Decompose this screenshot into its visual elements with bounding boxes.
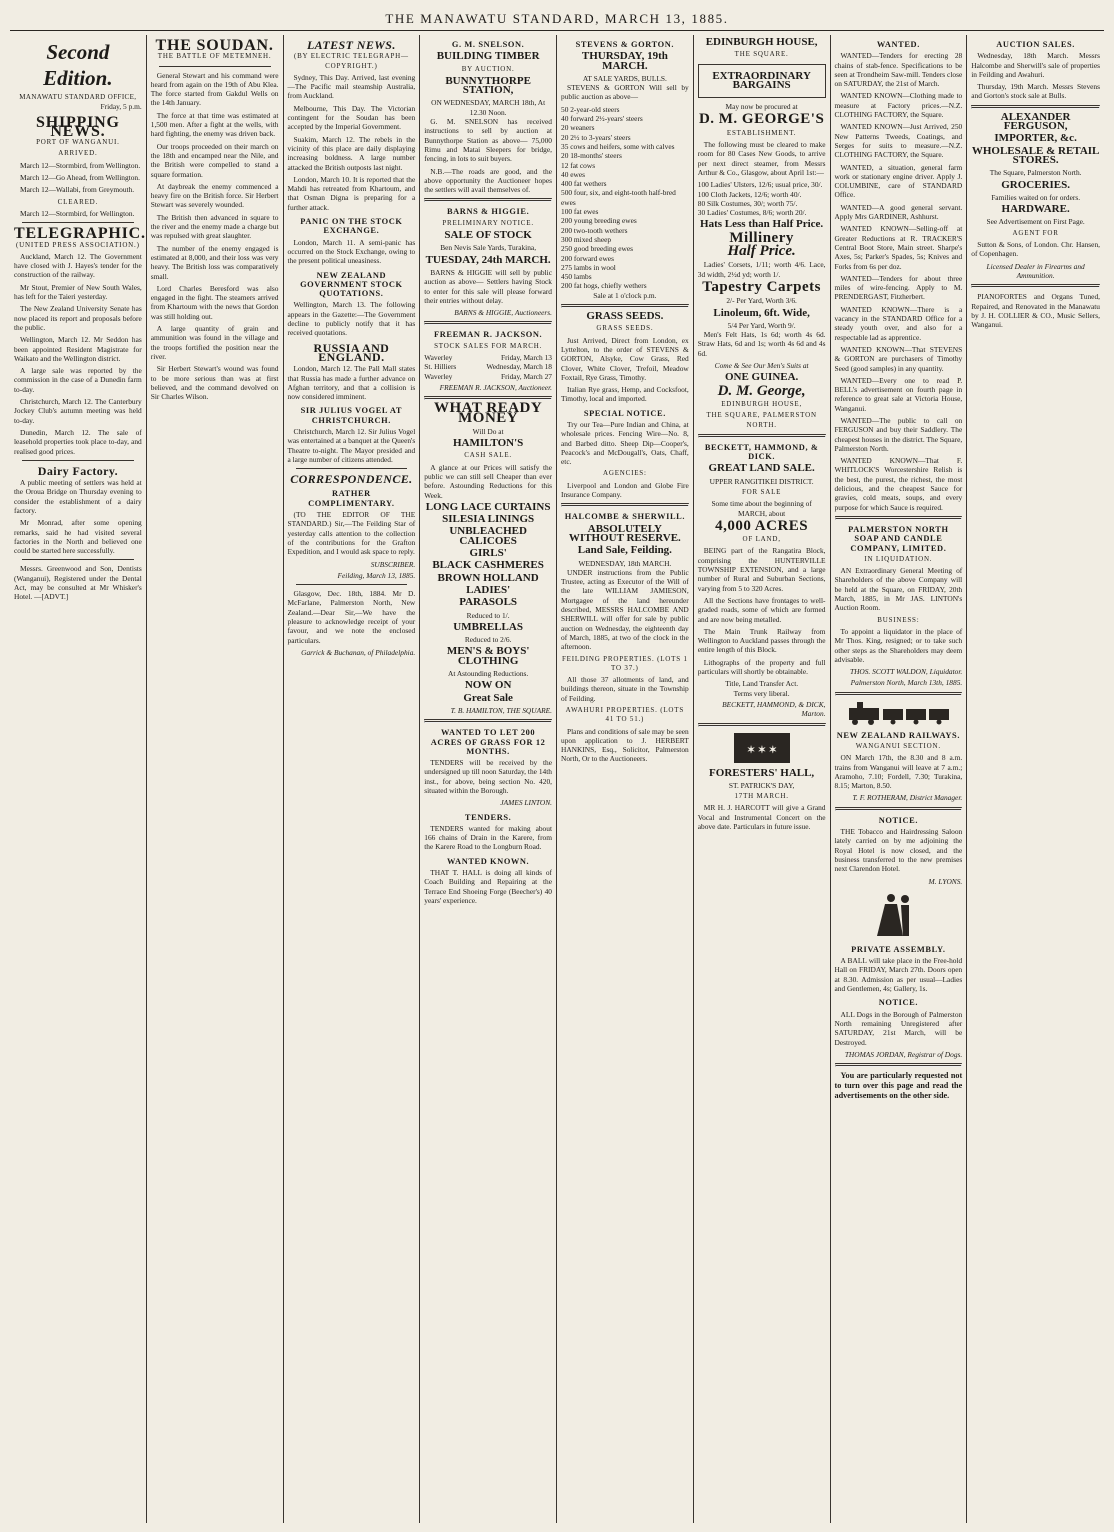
- telegraphic-paragraph: A large sale was reported by the commission in the case of a Dunedin farm to-day.: [14, 366, 142, 394]
- astounding-reductions: At Astounding Reductions.: [447, 669, 529, 679]
- now-on: NOW ON: [464, 679, 512, 692]
- panic-paragraph: London, March 11. A semi-panic has occurred on the Stock Exchange, owing to the present political uneasiness.: [287, 237, 416, 266]
- brown-holland: BROWN HOLLAND: [437, 571, 539, 584]
- sale-of-stock: SALE OF STOCK: [444, 229, 532, 242]
- stock-item: 20 weaners: [561, 123, 595, 133]
- dairy-paragraph: A public meeting of settlers was held at the Oroua Bridge on Thursday evening to consider the establishment of a dairy factory.: [14, 478, 142, 515]
- beckett-title: BECKETT, HAMMOND, & DICK.: [704, 442, 819, 462]
- freeman-sign: FREEMAN R. JACKSON, Auctioneer.: [439, 382, 552, 392]
- notice-heading: NOTICE.: [878, 815, 919, 825]
- column-5: [557, 35, 694, 1523]
- cleared-item: March 12—Stormbird, for Wellington.: [20, 208, 135, 218]
- of-land: OF LAND,: [742, 535, 781, 544]
- george-list-item: 80 Silk Costumes, 30/; worth 75/.: [697, 198, 798, 208]
- business-label: BUSINESS:: [877, 615, 920, 624]
- plans-body: Plans and conditions of sale may be seen upon application to J. HERBERT HANKINS, Esq., Solicitor, Palmerston North, Or to the Auctioneers.: [561, 726, 689, 764]
- correspondence-paragraph: (TO THE EDITOR OF THE STANDARD.) Sir,—The Feilding Star of yesterday calls attention to the collection of the contributions for the Grafton Expedition, and I would ask space to reply.: [287, 510, 416, 557]
- extraordinary-bargains: EXTRAORDINARY BARGAINS: [712, 69, 811, 91]
- licensed-dealer: Licensed Dealer in Firearms and Ammunition.: [986, 261, 1085, 280]
- stock-item: 400 fat wethers: [561, 179, 607, 189]
- column-3: [284, 35, 421, 1523]
- feilding-properties: FEILDING PROPERTIES. (LOTS 1 TO 37.): [561, 654, 688, 672]
- dancers-icon: [835, 890, 963, 940]
- grass-seeds-sub: GRASS SEEDS.: [596, 324, 654, 333]
- correspondence-title: CORRESPONDENCE.: [290, 472, 413, 487]
- establishment: ESTABLISHMENT.: [726, 128, 797, 137]
- mens-boys-clothing: MEN'S & BOYS' CLOTHING: [446, 645, 530, 667]
- soudan-paragraph: The number of the enemy engaged is estimated at 8,000, and their loss was very heavy. The British loss was comparatively small.: [150, 243, 279, 281]
- see-advertisement: See Advertisement on First Page.: [986, 217, 1085, 227]
- in-liquidation: IN LIQUIDATION.: [864, 554, 933, 563]
- lithographs: Lithographs of the property and full particulars will shortly be obtainable.: [697, 657, 826, 677]
- stock-item: 20 18-months' steers: [561, 151, 622, 161]
- column-8: [967, 35, 1104, 1523]
- stevens-body: STEVENS & GORTON Will sell by public auction as above—: [561, 83, 689, 102]
- george-list-item: 100 Ladies' Ulsters, 12/6; usual price, 30/.: [697, 180, 823, 190]
- wanted-ad: WANTED—A good general servant. Apply Mrs GARDINER, Ashhurst.: [834, 202, 963, 222]
- stock-item: 200 fat hogs, chiefly wethers: [561, 281, 647, 291]
- title-land: Title, Land Transfer Act.: [725, 679, 799, 689]
- wanted-known-body: THAT T. HALL is doing all kinds of Coach Building and Repairing at the Terrace End Shoeing Forge (Beecher's) 40 years' experience.: [424, 868, 552, 905]
- families: Families waited on for orders.: [991, 192, 1081, 202]
- notice2-heading: NOTICE.: [878, 998, 919, 1008]
- soudan-paragraph: A large quantity of grain and ammunition was found in the village and the troops fortified the position near the river.: [150, 324, 279, 361]
- agencies-body: Liverpool and London and Globe Fire Insurance Company.: [561, 480, 689, 500]
- corsets: Ladies' Corsets, 1/11; worth 4/6. Lace, 3d width, 2½d yd; worth 1/.: [697, 260, 826, 279]
- wanted-ad: WANTED KNOWN—That STEVENS & GORTON are purchasers of Timothy Seed (good samples) in any quantity.: [834, 344, 963, 373]
- cleared-label: CLEARED.: [57, 197, 99, 206]
- extraordinary-box: [698, 64, 826, 99]
- dogs-body: ALL Dogs in the Borough of Palmerston North remaining Unregistered after SATURDAY, 21st March, will be Destroyed.: [834, 1009, 963, 1047]
- hardware: HARDWARE.: [1001, 203, 1070, 216]
- liquidation-date: Palmerston North, March 13th, 1885.: [850, 678, 963, 688]
- halcombe-title: HALCOMBE & SHERWILL.: [564, 512, 686, 522]
- private-assembly: PRIVATE ASSEMBLY.: [851, 944, 946, 954]
- soudan-paragraph: Lord Charles Beresford was also engaged in the fight. The steamers arrived from Khartoum with the news that Gordon was still holding out.: [150, 283, 279, 321]
- special-notice: SPECIAL NOTICE.: [583, 408, 666, 418]
- terms: Terms very liberal.: [733, 688, 790, 698]
- dm-george-sign: D. M. George,: [717, 382, 806, 399]
- wanted-heading: WANTED.: [876, 40, 920, 49]
- come-see: Come & See Our Men's Suits at: [714, 361, 809, 371]
- by-auction: BY AUCTION.: [461, 64, 515, 73]
- parasols: PARASOLS: [459, 596, 518, 609]
- land-sale-body: UNDER instructions from the Public Trustee, acting as Executor of the Will of the late WILLIAM JAMIESON, Mortgagee of the land hereunder described, MESSRS HALCOMBE AND SHERWILL will offer for sale by public auction on Wednesday, the eighteenth day of March, 1885, at two of the clock in the afternoon.: [561, 567, 689, 652]
- russia-england-title: RUSSIA AND ENGLAND.: [313, 340, 390, 364]
- grass-body: Just Arrived, Direct from London, ex Lyttelton, to the order of STEVENS & GORTON, Alsyke, Cow Grass, Red Clover, White Clover, Trefoil, Meadow Foxtail, Rye Grass, Timothy.: [561, 335, 689, 382]
- edinburgh-house: EDINBURGH HOUSE,: [705, 36, 818, 48]
- stevens-sale-time: Sale at 1 o'clock p.m.: [593, 290, 657, 300]
- unbleached-calicoes: UNBLEACHED CALICOES: [449, 525, 527, 547]
- hats-half-price: Hats Less than Half Price.: [700, 218, 824, 231]
- vogel-title: SIR JULIUS VOGEL AT CHRISTCHURCH.: [300, 406, 403, 425]
- ben-nevis: Ben Nevis Sale Yards, Turakina,: [440, 243, 537, 253]
- silesia-linings: SILESIA LININGS: [442, 513, 535, 526]
- absolutely-without-reserve: ABSOLUTELY WITHOUT RESERVE.: [568, 522, 681, 544]
- soudan-subtitle: THE BATTLE OF METEMNEH.: [157, 52, 272, 61]
- bunnythorpe-station: BUNNYTHORPE STATION,: [445, 74, 531, 97]
- arrived-label: ARRIVED.: [58, 149, 98, 158]
- freeman-jackson-title: FREEMAN R. JACKSON.: [434, 330, 543, 340]
- stevens-gorton-title: STEVENS & GORTON.: [575, 40, 675, 49]
- telegraphic-paragraph: Mr Stout, Premier of New South Wales, has left for the Taieri yesterday.: [14, 282, 142, 302]
- dairy-factory-title: Dairy Factory.: [37, 463, 118, 478]
- wholesale-retail: WHOLESALE & RETAIL STORES.: [971, 144, 1100, 166]
- awahuri-properties: AWAHURI PROPERTIES. (LOTS 41 TO 51.): [565, 706, 685, 724]
- notice-sign: M. LYONS.: [928, 876, 963, 886]
- tapestry-price: 2/- Per Yard, Worth 3/6.: [726, 296, 797, 306]
- wanted-ad: WANTED—Every one to read P. BELL's advertisement on fourth page in reference to great sale at Victoria House, Wanganui.: [834, 375, 963, 413]
- private-body: A BALL will take place in the Free-hold Hall on FRIDAY, March 27th. Doors open at 8.30. Admission as per usual—Ladies and Gentlemen, 4s; Gallery, 1s.: [834, 956, 963, 994]
- half-price: Half Price.: [727, 243, 796, 260]
- cash-sale: CASH SALE.: [464, 451, 512, 460]
- notice-body: THE Tobacco and Hairdressing Saloon lately carried on by me adjoining the Royal Hotel is now closed, and the business transferred to the new premises next Clarendon Hotel.: [834, 827, 963, 874]
- stock-sales-march: STOCK SALES FOR MARCH.: [434, 341, 543, 350]
- square-palmerston: THE SQUARE, PALMERSTON NORTH.: [706, 411, 817, 429]
- agent-body: Sutton & Sons, of London. Chr. Hansen, of Copenhagen.: [971, 240, 1100, 259]
- latest-news-title: LATEST NEWS.: [306, 38, 396, 52]
- column-6: [694, 35, 831, 1523]
- auction-thursday: Thursday, 19th March. Messrs Stevens and Gorton's stock sale at Bulls.: [971, 82, 1100, 101]
- freeman-sale-row: Waverley Friday, March 27: [424, 371, 552, 381]
- acres-4000: 4,000 ACRES: [715, 517, 809, 534]
- tenders-sign: JAMES LINTON.: [500, 798, 552, 808]
- svg-text:✶ ✶ ✶: ✶ ✶ ✶: [746, 744, 777, 756]
- ladies: LADIES': [466, 583, 511, 596]
- stock-item: 200 young breeding ewes: [561, 216, 637, 226]
- stock-item: 200 forward ewes: [561, 253, 614, 263]
- columns: [10, 35, 1104, 1523]
- wanted-ad: WANTED KNOWN—Just Arrived, 250 New Patterns Tweeds, Coatings, and Serges for suits to measure.—N.Z. CLOTHING FACTORY, the Square.: [834, 122, 963, 160]
- beckett-sign: BECKETT, HAMMOND, & DICK, Marton.: [722, 699, 826, 719]
- train-icon: [835, 700, 963, 726]
- mens-hats: Men's Felt Hats, 1s 6d; worth 4s 6d. Straw Hats, 6d and 1s; worth 4s 6d and 4s 6d.: [697, 330, 826, 358]
- stock-item: 300 mixed sheep: [561, 234, 612, 244]
- agent-for: AGENT FOR: [1012, 228, 1059, 237]
- barns-sign: BARNS & HIGGIE, Auctioneers.: [454, 308, 552, 318]
- one-guinea: ONE GUINEA.: [724, 371, 799, 384]
- column-2: [147, 35, 284, 1523]
- barns-date: TUESDAY, 24th MARCH.: [425, 253, 551, 266]
- groceries: GROCERIES.: [1001, 178, 1071, 191]
- umbrellas-price: Reduced to 2/6.: [464, 635, 512, 645]
- foresters-hall: FORESTERS' HALL,: [709, 766, 815, 779]
- telegraphic-paragraph: Auckland, March 12. The Government have closed with J. Hayes's tender for the construction of the railway.: [14, 251, 142, 280]
- millinery: Millinery: [729, 229, 794, 246]
- stock-item: 250 good breeding ewes: [561, 244, 634, 254]
- all-sections: All the Sections have frontages to well-graded roads, some of which are formed and are now being metalled.: [697, 595, 826, 624]
- latest-news-sub: (BY ELECTRIC TELEGRAPH—COPYRIGHT.): [293, 52, 409, 70]
- stock-item: 20 2½ to 3-years' steers: [561, 132, 631, 142]
- stock-item: 40 ewes: [561, 169, 586, 179]
- stock-item: 35 cows and heifers, some with calves: [561, 141, 675, 151]
- pianofortes: PIANOFORTES and Organs Tuned, Repaired, and Renovated in the Manawatu by J. H. COLLIER & CO., Music Sellers, Wanganui.: [971, 292, 1100, 330]
- latest-paragraph: Sydney, This Day. Arrived, last evening—The Pacific mail steamship Australia, from Auckland.: [287, 72, 416, 101]
- business-body: To appoint a liquidator in the place of Mr Thos. King, resigned; or to take such other steps as the Shareholders may deem advisable.: [834, 626, 963, 664]
- arrived-item: March 12—Wallabi, from Greymouth.: [20, 185, 135, 195]
- nz-government-title: NEW ZEALAND GOVERNMENT STOCK QUOTATIONS.: [300, 270, 403, 299]
- wanted-ad: WANTED KNOWN—There is a vacancy in the STANDARD Office for a steady youth over, and also for a respectable lad as apprentice.: [834, 304, 963, 342]
- wanted-ad: WANTED—Tenders for about three miles of wire-fencing. Apply to M. PRENDERGAST, Fitzherbert.: [834, 273, 963, 302]
- hamiltons: HAMILTON'S: [452, 437, 524, 450]
- column-1: [10, 35, 147, 1523]
- concert-emblem-icon: [698, 731, 826, 765]
- barns-higgie-title: BARNS & HIGGIE.: [446, 207, 530, 217]
- stock-item: 50 2-year-old steers: [561, 104, 620, 114]
- george-list-item: 30 Ladies' Costumes, 8/6; worth 20/.: [697, 208, 807, 218]
- glasgow-letter: Glasgow, Dec. 18th, 1884. Mr D. McFarlane, Palmerston North, New Zealand.—Dear Sir,—We have the pleasure to acknowledge receipt of your favour, and we note the enclosed particulars.: [287, 589, 416, 645]
- wanganui-section: WANGANUI SECTION.: [855, 742, 941, 750]
- railway-body: ON March 17th, the 8.30 and 8 a.m. trains from Wanganui will leave at 7 a.m.; Aramoho, 7.10; Fordell, 7.30; Turakina, 8.15; Marton, 8.50.: [834, 753, 963, 791]
- hamilton-sign: T. B. HAMILTON, THE SQUARE.: [450, 705, 552, 715]
- glasgow-sign: Garrick & Buchanan, of Philadelphia.: [301, 647, 416, 657]
- snelson-nb: N.B.—The roads are good, and the above opportunity the Auctioneer hopes the settlers will avail themselves of.: [424, 166, 552, 195]
- latest-paragraph: Melbourne, This Day. The Victorian contingent for the Soudan has been accepted by the Imperial Government.: [287, 103, 416, 132]
- telegraphic-paragraph: Christchurch, March 12. The Canterbury Jockey Club's autumn meeting was held to-day.: [14, 397, 142, 425]
- soudan-paragraph: General Stewart and his command were heard from again on the 19th of Abu Klea. The force started from Gakdul Wells on the 14th January.: [150, 70, 279, 108]
- final-notice: You are particularly requested not to turn over this page and read the advertisements on the other side.: [834, 1071, 963, 1101]
- stock-item: 40 forward 2½-years' steers: [561, 114, 643, 124]
- soudan-paragraph: The British then advanced in square to the river and the enemy made a charge but was repulsed with great slaughter.: [150, 212, 279, 241]
- main-trunk: The Main Trunk Railway from Wellington to Auckland passes through the entire length of this Block.: [697, 626, 826, 655]
- panic-title: PANIC ON THE STOCK EXCHANGE.: [300, 217, 403, 236]
- wanted-ad: WANTED KNOWN—That F. WHITLOCK'S Worcestershire Relish is the best, the purest, the richest, the most delicious, and the cheapest Sauce for gravies, cold meats, soups, and every purpose for which Sauce is required.: [834, 456, 963, 512]
- stock-item: 450 lambs: [561, 272, 592, 282]
- stock-item: 500 four, six, and eight-tooth half-bred ewes: [561, 188, 676, 207]
- linoleum-price: 5/4 Per Yard, Worth 9/.: [727, 320, 796, 330]
- correspondence-subtitle: RATHER COMPLIMENTARY.: [308, 489, 395, 508]
- hamilton-body: A glance at our Prices will satisfy the public we can still sell Cheaper than ever before. Astounding Reductions for this Week.: [424, 462, 552, 500]
- stevens-list: [561, 105, 689, 291]
- stevens-date: THURSDAY, 19th MARCH.: [581, 50, 668, 72]
- girls: GIRLS': [469, 547, 507, 560]
- arrived-item: March 12—Stormbird, from Wellington.: [20, 160, 141, 170]
- grass-seeds-title: GRASS SEEDS.: [586, 310, 664, 323]
- stock-item: 275 lambs in wool: [561, 262, 616, 272]
- soap-company: PALMERSTON NORTH SOAP AND CANDLE COMPANY, LIMITED.: [848, 524, 949, 553]
- george-body: The following must be cleared to make room for 80 Cases New Goods, to arrive per next direct steamer, from Messrs Arthur & Co., Glasgow, about April 1st:—: [697, 140, 826, 177]
- snelson-body: G. M. SNELSON has received instructions to sell by auction at Bunnythorpe Station as above— 75,000 Rimu and Matai Sleepers for bridge, fencing, in lots to suit buyers.: [424, 117, 552, 164]
- wanted-ad: WANTED, a situation, general farm work or stationary engine driver. Apply J. COLUMBINE, care of STANDARD Office.: [834, 162, 963, 200]
- dentist-advertisement: Messrs. Greenwood and Son, Dentists (Wanganui), Registered under the Dental Act, may be consulted at Mr Whisker's Hotel. —[ADVT.]: [14, 564, 142, 602]
- railway-sign: T. F. ROTHERAM, District Manager.: [852, 793, 963, 803]
- stock-item: 100 fat ewes: [561, 207, 599, 217]
- being-body: BEING part of the Rangatira Block, comprising the HUNTERVILLE TOWNSHIP EXTENSION, and a large number of Rural and Suburban Sections, varying from 5 to 320 Acres.: [697, 546, 826, 593]
- linoleum: Linoleum, 6ft. Wide,: [713, 306, 810, 319]
- may-be-procured: May now be procured at: [725, 102, 798, 112]
- soudan-title: THE SOUDAN.: [155, 37, 274, 54]
- tenders-body: TENDERS will be received by the undersigned up till noon Saturday, the 14th inst., for above, being section No. 420, situated within the Borough.: [424, 758, 552, 795]
- column-7: [831, 35, 968, 1523]
- tapestry-carpets: Tapestry Carpets: [702, 278, 821, 295]
- some-time: Some time about the beginning of MARCH, about: [711, 499, 812, 518]
- barns-body: BARNS & HIGGIE will sell by public auction as above— Settlers having Stock to enter for this sale will please forward their entries without delay.: [424, 267, 552, 305]
- long-lace-curtains: LONG LACE CURTAINS: [425, 500, 551, 513]
- agencies: AGENCIES:: [602, 469, 647, 478]
- latest-paragraph: Suakim, March 12. The rebels in the vicinity of this place are daily displaying increasing boldness. A large number attacked the British outposts last night.: [287, 134, 416, 172]
- correspondence-sign: SUBSCRIBER.: [370, 559, 416, 569]
- masthead: THE MANAWATU STANDARD, MARCH 13, 1885.: [10, 8, 1104, 31]
- edinburgh-house-sign: EDINBURGH HOUSE,: [721, 399, 803, 408]
- dogs-sign: THOMAS JORDAN, Registrar of Dogs.: [844, 1049, 963, 1059]
- parasols-price: Reduced to 1/.: [466, 610, 510, 620]
- alexander-ferguson: ALEXANDER FERGUSON,: [1000, 110, 1071, 133]
- st-patricks: ST. PATRICK'S DAY,: [728, 780, 795, 790]
- importer: IMPORTER, &c.: [994, 132, 1077, 145]
- london-paragraph: London, March 10. It is reported that the Mahdi has retreated from Khartoum, and that Osman Digna is preparing for a further attack.: [287, 174, 416, 212]
- st-patricks-date: 17TH MARCH.: [734, 792, 789, 801]
- freeman-sale-row: Waverley Friday, March 13: [424, 353, 552, 363]
- soudan-paragraph: At daybreak the enemy commenced a heavy fire on the British force. Sir Herbert Stewart was severely wounded.: [150, 181, 279, 210]
- harcott: MR H. J. HARCOTT will give a Grand Vocal and Instrumental Concert on the above date. Particulars in future issue.: [697, 803, 826, 831]
- george-list-item: 100 Cloth Jackets, 12/6; worth 40/.: [697, 189, 802, 199]
- freeman-sale-row: St. Hilliers Wednesday, March 18: [424, 362, 552, 372]
- snelson-date: ON WEDNESDAY, MARCH 18th, At 12.30 Noon.: [431, 98, 546, 117]
- what-ready-money: WHAT READY MONEY: [434, 400, 543, 426]
- great-sale: Great Sale: [463, 691, 513, 704]
- stock-item: 12 fat cows: [561, 160, 596, 170]
- dairy-paragraph: Mr Monrad, after some opening remarks, said he had visited several factories in the North and believed one could be started here successfully.: [14, 518, 142, 556]
- russia-paragraph: London, March 12. The Pall Mall states that Russia has made a further advance on Afghan territory, and that a collision is now considered imminent.: [287, 364, 416, 402]
- soudan-paragraph: Sir Herbert Stewart's wound was found to be more serious than was at first believed, and the command devolved on Sir Charles Wilson.: [150, 364, 279, 402]
- tenders2-body: TENDERS wanted for making about 166 chains of Drain in the Karere, from the Karere Road to the Longburn Road.: [424, 823, 552, 852]
- soudan-paragraph: Our troops proceeded on their march on the 18th and encamped near the Nile, and the British were compelled to stand a square formation.: [150, 141, 279, 179]
- the-square: THE SQUARE.: [734, 50, 789, 59]
- liquidation-body: AN Extraordinary General Meeting of Shareholders of the above Company will be held at the Square, on FRIDAY, 20th March, 1885, in Mr JAS. LINTON's Auction Room.: [834, 566, 963, 613]
- second-edition-title: Second Edition.: [43, 40, 113, 90]
- stevens-place: AT SALE YARDS, BULLS.: [582, 73, 667, 83]
- telegraphic-title: TELEGRAPHIC.: [14, 225, 146, 243]
- preliminary-notice: PRELIMINARY NOTICE.: [442, 218, 534, 227]
- tenders-title: TENDERS.: [464, 812, 512, 822]
- for-sale: FOR SALE: [741, 487, 782, 496]
- umbrellas: UMBRELLAS: [453, 620, 523, 633]
- will-do-at: Will Do at: [472, 426, 504, 436]
- snelson-title: G. M. SNELSON.: [451, 40, 525, 49]
- auction-body: Wednesday, 18th March. Messrs Halcombe and Sherwill's sale of properties in Feilding and Awahuri.: [971, 51, 1100, 79]
- edition-date: Friday, 5 p.m.: [100, 102, 142, 112]
- office-line: MANAWATU STANDARD OFFICE,: [19, 93, 137, 101]
- vogel-paragraph: Christchurch, March 12. Sir Julius Vogel was entertained at a banquet at the Queen's Theatre to-night. The Mayor presided and a large number of citizens attended.: [287, 426, 416, 464]
- telegraphic-paragraph: Dunedin, March 12. The sale of leasehold properties took place to-day, and realised good prices.: [14, 427, 142, 456]
- nz-railways: NEW ZEALAND RAILWAYS.: [836, 730, 961, 740]
- special-body: Try our Tea—Pure Indian and China, at wholesale prices. Fencing Wire—No. 8, and Barbed ditto. Sheep Dip—Cooper's, Peacock's and McDougall's, Oats, Chaff, etc.: [561, 419, 689, 467]
- ferguson-square: The Square, Palmerston North.: [989, 168, 1082, 178]
- wanted-to-let: WANTED TO LET 200 ACRES OF GRASS FOR 12 MONTHS.: [430, 728, 546, 756]
- nz-government-paragraph: Wellington, March 13. The following appears in the Gazette:—The Government decline to publicly notify that it has received quotations.: [287, 300, 416, 338]
- wanted-known-title: WANTED KNOWN.: [447, 856, 530, 866]
- wanted-ad: WANTED KNOWN—Clothing made to measure at Factory prices.—N.Z. CLOTHING FACTORY, the Square.: [834, 91, 963, 120]
- telegraphic-sub: (UNITED PRESS ASSOCIATION.): [16, 240, 140, 249]
- stock-item: 200 two-tooth wethers: [561, 225, 628, 235]
- wanted-ad: WANTED—Tenders for erecting 28 chains of stab-fence. Specifications to be seen at Trondheim Saw-mill. Tenders close on SATURDAY, the 21st of March.: [834, 51, 963, 89]
- shipping-news-title: SHIPPING NEWS.: [36, 113, 120, 140]
- telegraphic-paragraph: Wellington, March 12. Mr Seddon has been appointed Resident Magistrate for Waikato and the Wellington district.: [14, 335, 142, 363]
- soudan-paragraph: The force at that time was estimated at 1,500 men. After a fight at the wells, with hard fighting, the enemy was driven back.: [150, 110, 279, 139]
- auction-sales-title: AUCTION SALES.: [996, 40, 1075, 49]
- dm-georges: D. M. GEORGE'S: [698, 111, 825, 128]
- upper-rangitikei: UPPER RANGITIKEI DISTRICT.: [709, 476, 814, 486]
- port-heading: PORT OF WANGANUI.: [36, 138, 120, 147]
- telegraphic-paragraph: The New Zealand University Senate has now placed its report and proposals before the public.: [14, 304, 142, 332]
- building-timber: BUILDING TIMBER: [436, 50, 540, 63]
- wanted-ad: WANTED KNOWN—Selling-off at Greater Reductions at R. TRACKER'S Central Boot Store, Main street. Sharpe's Axes, 5s; Parker's Spades, 5s; Knives and Forks from 6s per doz.: [834, 224, 963, 271]
- liquidator-sign: THOS. SCOTT WALDON, Liquidator.: [849, 667, 963, 677]
- italian-rye: Italian Rye grass, Hemp, and Cocksfoot, Timothy, local and imported.: [561, 385, 689, 404]
- feilding-body: All those 37 allotments of land, and buildings thereon, situate in the Township of Feilding.: [561, 675, 689, 703]
- land-sale-feilding: Land Sale, Feilding.: [577, 544, 672, 557]
- arrived-item: March 12—Go Ahead, from Wellington.: [20, 173, 140, 183]
- land-sale-date: WEDNESDAY, 18th MARCH.: [578, 558, 672, 568]
- correspondence-place: Feilding, March 13, 1885.: [337, 570, 416, 580]
- black-cashmeres: BLACK CASHMERES: [432, 559, 544, 572]
- great-land-sale: GREAT LAND SALE.: [708, 462, 815, 475]
- wanted-ad: WANTED—The public to call on FERGUSON and buy their Saddlery. The cheapest houses in the district. The Square, Palmerston North.: [834, 415, 963, 453]
- column-4: [420, 35, 557, 1523]
